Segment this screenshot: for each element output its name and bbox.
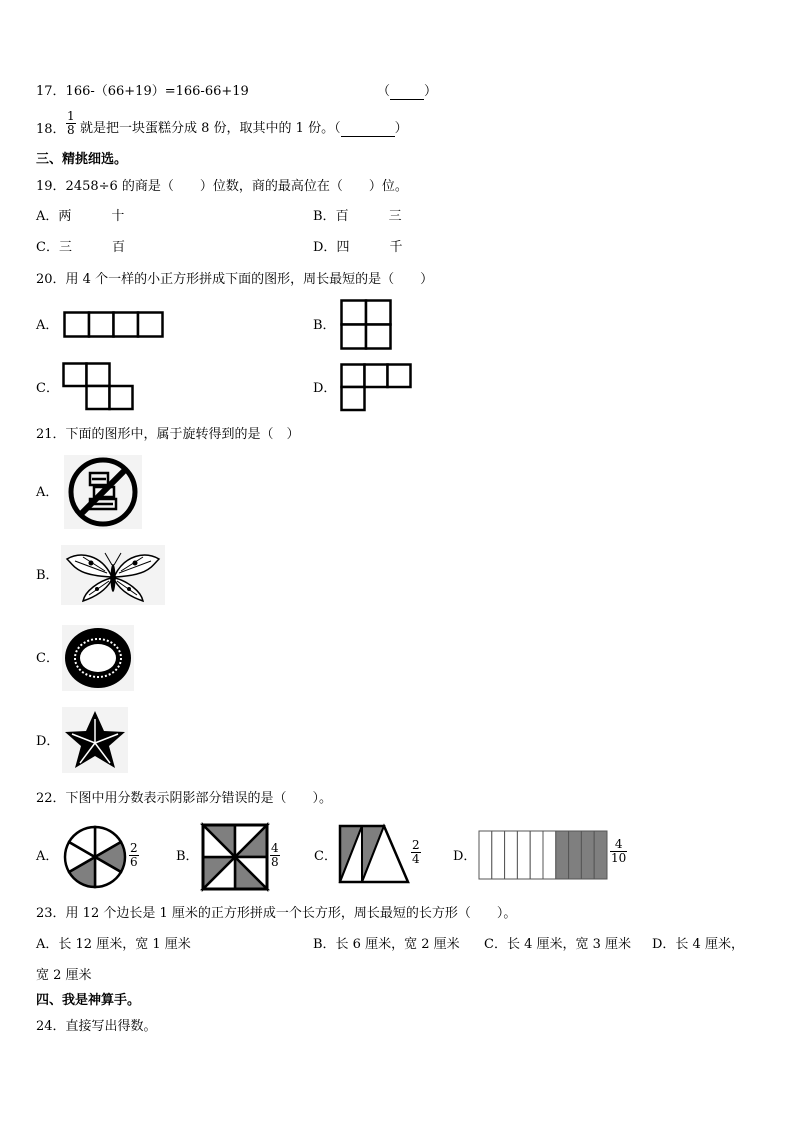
- q21-option-c-label[interactable]: C．: [36, 651, 59, 666]
- q22-stem: 22．下图中用分数表示阴影部分错误的是（ ）。: [36, 791, 333, 806]
- butterfly-icon: [61, 545, 165, 605]
- q22-trapezoid-figure: [338, 824, 410, 886]
- q19-option-b[interactable]: B．百 三: [313, 209, 402, 224]
- q23-option-a[interactable]: A．长 12 厘米，宽 1 厘米: [36, 937, 191, 952]
- q18-answer-blank[interactable]: [341, 124, 395, 137]
- q20-shape-b: [340, 299, 393, 351]
- q17-paren-open: （: [377, 84, 391, 99]
- q17-line: [36, 84, 249, 100]
- q22-bar-figure: [478, 830, 608, 880]
- q22-c-fraction: $\frac{2}{4}$: [412, 838, 420, 866]
- q20-option-b-label[interactable]: B．: [313, 318, 336, 333]
- section-4-heading: 四、我是神算手。: [36, 993, 141, 1008]
- q23-stem: 23．用 12 个边长是 1 厘米的正方形拼成一个长方形，周长最短的长方形（ ）。: [36, 906, 517, 921]
- q22-a-fraction: $\frac{2}{6}$: [130, 841, 138, 869]
- q22-option-a-label[interactable]: A．: [36, 849, 59, 864]
- section-3-heading: 三、精挑细选。: [36, 152, 128, 167]
- q22-option-d-label[interactable]: D．: [453, 849, 477, 864]
- ring-icon: [62, 625, 134, 691]
- q24-stem: 24．直接写出得数。: [36, 1019, 157, 1034]
- q22-option-c-label[interactable]: C．: [314, 849, 337, 864]
- q20-stem: 20．用 4 个一样的小正方形拼成下面的图形，周长最短的是（ ）: [36, 272, 434, 287]
- q21-option-b-label[interactable]: B．: [36, 568, 59, 583]
- q19-option-d[interactable]: D．四 千: [313, 240, 403, 255]
- q21-option-a-label[interactable]: A．: [36, 485, 59, 500]
- q19-option-c[interactable]: C．三 百: [36, 240, 125, 255]
- q18-close: ）: [394, 121, 408, 136]
- bar-strip: [556, 831, 569, 879]
- q22-d-fraction: $\frac{4}{10}$: [611, 837, 627, 865]
- q21-stem: 21．下面的图形中，属于旋转得到的是（ ）: [36, 427, 300, 442]
- q17-expression: 166-（66+19）=166-66+19: [65, 84, 249, 99]
- bar-strip: [530, 831, 543, 879]
- q18-line: [80, 121, 408, 137]
- q20-shape-c: [62, 362, 136, 412]
- no-books-sign-icon: [64, 455, 142, 529]
- q23-option-c[interactable]: C．长 4 厘米，宽 3 厘米: [484, 937, 632, 952]
- q20-option-a-label[interactable]: A．: [36, 318, 59, 333]
- q20-shape-d: [340, 363, 414, 413]
- bar-strip: [569, 831, 582, 879]
- q21-option-d-label[interactable]: D．: [36, 734, 60, 749]
- q18-frac-den: 8: [67, 123, 75, 137]
- bar-strip: [517, 831, 530, 879]
- q22-b-fraction: $\frac{4}{8}$: [271, 841, 279, 869]
- q17-paren-close: ）: [424, 84, 438, 99]
- q23-option-d[interactable]: D．长 4 厘米，: [652, 937, 744, 952]
- q18-text: 就是把一块蛋糕分成 8 份，取其中的 1 份。（: [80, 121, 341, 136]
- bar-strip: [479, 831, 492, 879]
- q23-option-d-continued: 宽 2 厘米: [36, 968, 92, 983]
- q18-number: 18．: [36, 122, 66, 137]
- q17-answer-blank[interactable]: [377, 84, 437, 100]
- q22-pie-figure: [63, 825, 127, 889]
- bar-strip: [581, 831, 594, 879]
- q19-stem: 19．2458÷6 的商是（ ）位数，商的最高位在（ ）位。: [36, 179, 408, 194]
- q18-frac-num: 1: [67, 109, 75, 123]
- bar-strip: [505, 831, 518, 879]
- q20-shape-a: [63, 311, 165, 339]
- bar-strip: [594, 831, 607, 879]
- q22-square-figure: [201, 823, 269, 891]
- bar-strip: [543, 831, 556, 879]
- q20-option-c-label[interactable]: C．: [36, 381, 59, 396]
- q20-option-d-label[interactable]: D．: [313, 381, 337, 396]
- q23-option-b[interactable]: B．长 6 厘米，宽 2 厘米: [313, 937, 460, 952]
- star-icon: [62, 707, 128, 773]
- q22-option-b-label[interactable]: B．: [176, 849, 199, 864]
- bar-strip: [492, 831, 505, 879]
- q18-fraction: [66, 110, 76, 137]
- q17-number: 17．: [36, 84, 66, 99]
- q19-option-a[interactable]: A．两 十: [36, 209, 125, 224]
